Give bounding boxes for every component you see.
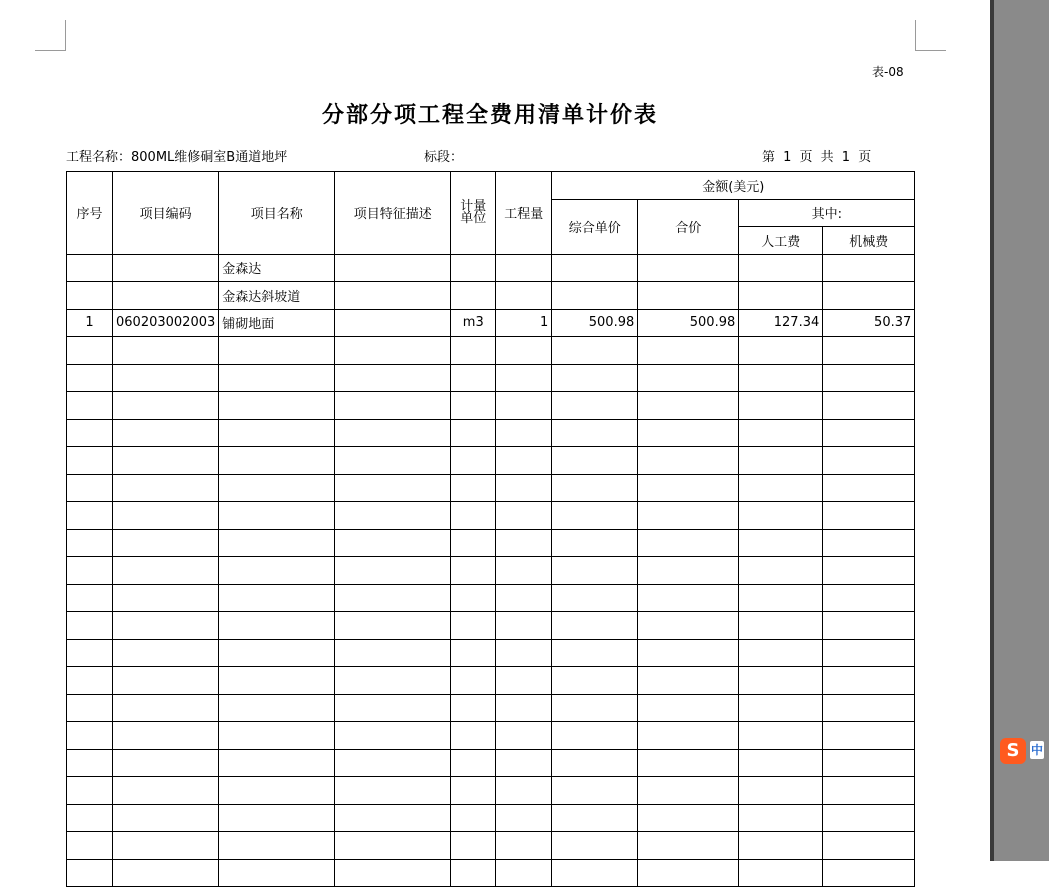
empty-cell	[335, 557, 451, 585]
empty-cell	[739, 474, 823, 502]
empty-cell	[113, 722, 219, 750]
cell-qty	[496, 282, 552, 310]
empty-cell	[113, 749, 219, 777]
ime-mode-icon[interactable]: 中	[1030, 743, 1043, 757]
empty-cell	[496, 502, 552, 530]
empty-cell	[451, 612, 496, 640]
table-row	[67, 309, 915, 337]
empty-row	[67, 502, 915, 530]
empty-cell	[451, 474, 496, 502]
empty-cell	[219, 667, 335, 695]
empty-cell	[67, 392, 113, 420]
empty-cell	[219, 694, 335, 722]
empty-cell	[552, 447, 638, 475]
empty-cell	[638, 419, 739, 447]
cell-labor	[739, 282, 823, 310]
empty-cell	[219, 859, 335, 887]
header-unit-price: 综合单价	[552, 199, 638, 254]
empty-cell	[219, 419, 335, 447]
empty-cell	[451, 832, 496, 860]
empty-cell	[335, 804, 451, 832]
empty-cell	[552, 722, 638, 750]
empty-cell	[113, 557, 219, 585]
empty-cell	[335, 502, 451, 530]
empty-cell	[67, 749, 113, 777]
empty-cell	[451, 804, 496, 832]
cell-qty: 1	[496, 309, 552, 337]
empty-cell	[335, 639, 451, 667]
header-machine: 机械费	[823, 227, 915, 255]
cell-code	[113, 254, 219, 282]
empty-cell	[739, 722, 823, 750]
empty-cell	[219, 529, 335, 557]
empty-cell	[496, 584, 552, 612]
empty-cell	[335, 667, 451, 695]
empty-cell	[67, 419, 113, 447]
empty-cell	[451, 557, 496, 585]
empty-cell	[638, 502, 739, 530]
empty-cell	[552, 474, 638, 502]
empty-cell	[739, 859, 823, 887]
empty-cell	[335, 612, 451, 640]
empty-cell	[451, 749, 496, 777]
empty-cell	[739, 337, 823, 365]
empty-cell	[451, 584, 496, 612]
empty-cell	[335, 337, 451, 365]
empty-row	[67, 557, 915, 585]
empty-cell	[823, 722, 915, 750]
table-row	[67, 254, 915, 282]
empty-cell	[552, 694, 638, 722]
empty-cell	[496, 694, 552, 722]
empty-cell	[335, 832, 451, 860]
empty-cell	[552, 529, 638, 557]
empty-cell	[219, 612, 335, 640]
cell-unit-price: 500.98	[552, 309, 638, 337]
empty-cell	[739, 694, 823, 722]
empty-cell	[67, 722, 113, 750]
cell-unit	[451, 282, 496, 310]
empty-cell	[113, 419, 219, 447]
cell-desc	[335, 282, 451, 310]
header-total: 合价	[638, 199, 739, 254]
cell-total: 500.98	[638, 309, 739, 337]
empty-cell	[496, 777, 552, 805]
table-row	[67, 282, 915, 310]
empty-cell	[552, 612, 638, 640]
empty-cell	[739, 667, 823, 695]
ime-logo-icon[interactable]: S	[1000, 738, 1026, 764]
empty-cell	[219, 777, 335, 805]
empty-cell	[219, 749, 335, 777]
empty-cell	[552, 639, 638, 667]
empty-cell	[113, 392, 219, 420]
header-qty: 工程量	[496, 172, 552, 255]
empty-cell	[823, 612, 915, 640]
cell-total	[638, 282, 739, 310]
empty-cell	[219, 584, 335, 612]
header-name: 项目名称	[219, 172, 335, 255]
empty-cell	[638, 749, 739, 777]
empty-cell	[113, 804, 219, 832]
empty-row	[67, 447, 915, 475]
empty-cell	[219, 639, 335, 667]
empty-cell	[451, 419, 496, 447]
empty-cell	[451, 667, 496, 695]
empty-cell	[739, 804, 823, 832]
empty-cell	[219, 474, 335, 502]
empty-cell	[823, 584, 915, 612]
empty-cell	[113, 859, 219, 887]
header-desc: 项目特征描述	[335, 172, 451, 255]
empty-cell	[113, 612, 219, 640]
crop-mark-right	[915, 20, 946, 51]
empty-cell	[739, 364, 823, 392]
empty-cell	[496, 529, 552, 557]
cell-unit-price	[552, 282, 638, 310]
cell-name: 金森达	[219, 254, 335, 282]
empty-row	[67, 832, 915, 860]
cell-unit-price	[552, 254, 638, 282]
empty-cell	[823, 502, 915, 530]
empty-cell	[552, 749, 638, 777]
empty-cell	[496, 474, 552, 502]
empty-cell	[638, 722, 739, 750]
empty-cell	[638, 584, 739, 612]
header-of-which: 其中:	[739, 199, 915, 227]
cell-machine	[823, 282, 915, 310]
empty-cell	[219, 804, 335, 832]
empty-cell	[552, 832, 638, 860]
empty-cell	[739, 612, 823, 640]
empty-cell	[823, 474, 915, 502]
cell-machine	[823, 254, 915, 282]
empty-cell	[496, 859, 552, 887]
empty-cell	[823, 557, 915, 585]
empty-cell	[552, 667, 638, 695]
empty-cell	[823, 777, 915, 805]
crop-mark-left	[35, 20, 66, 51]
empty-cell	[638, 777, 739, 805]
cell-code: 060203002003	[113, 309, 219, 337]
empty-cell	[552, 804, 638, 832]
empty-row	[67, 749, 915, 777]
empty-cell	[67, 364, 113, 392]
empty-cell	[67, 859, 113, 887]
empty-cell	[638, 612, 739, 640]
empty-cell	[823, 529, 915, 557]
empty-cell	[67, 777, 113, 805]
empty-cell	[335, 694, 451, 722]
header-unit-top: 计量	[460, 198, 487, 214]
empty-cell	[67, 557, 113, 585]
empty-cell	[552, 557, 638, 585]
empty-cell	[739, 502, 823, 530]
empty-cell	[552, 777, 638, 805]
empty-cell	[739, 584, 823, 612]
empty-cell	[739, 557, 823, 585]
empty-cell	[113, 447, 219, 475]
workspace-background	[994, 0, 1049, 861]
empty-cell	[451, 447, 496, 475]
empty-cell	[552, 584, 638, 612]
empty-cell	[638, 557, 739, 585]
empty-cell	[451, 392, 496, 420]
empty-cell	[219, 364, 335, 392]
empty-cell	[496, 392, 552, 420]
empty-cell	[552, 502, 638, 530]
page-gap	[980, 0, 990, 861]
empty-cell	[496, 667, 552, 695]
cell-desc	[335, 309, 451, 337]
empty-cell	[113, 529, 219, 557]
cell-machine: 50.37	[823, 309, 915, 337]
empty-cell	[638, 529, 739, 557]
ime-toolbar[interactable]	[1000, 738, 1043, 764]
empty-cell	[496, 749, 552, 777]
empty-cell	[67, 337, 113, 365]
empty-cell	[739, 419, 823, 447]
empty-cell	[823, 832, 915, 860]
header-seq: 序号	[67, 172, 113, 255]
empty-cell	[638, 694, 739, 722]
empty-cell	[67, 667, 113, 695]
empty-cell	[496, 447, 552, 475]
empty-cell	[552, 364, 638, 392]
section-label: 标段：	[424, 150, 464, 165]
empty-cell	[739, 529, 823, 557]
empty-cell	[335, 364, 451, 392]
empty-cell	[113, 832, 219, 860]
empty-cell	[496, 832, 552, 860]
empty-cell	[823, 447, 915, 475]
empty-cell	[219, 447, 335, 475]
empty-row	[67, 777, 915, 805]
empty-cell	[496, 557, 552, 585]
empty-cell	[451, 694, 496, 722]
cell-labor: 127.34	[739, 309, 823, 337]
empty-cell	[335, 777, 451, 805]
empty-row	[67, 584, 915, 612]
empty-cell	[739, 777, 823, 805]
cell-unit: m3	[451, 309, 496, 337]
empty-cell	[219, 502, 335, 530]
empty-cell	[496, 722, 552, 750]
empty-cell	[113, 474, 219, 502]
empty-cell	[739, 392, 823, 420]
empty-cell	[219, 722, 335, 750]
empty-cell	[638, 832, 739, 860]
empty-cell	[451, 722, 496, 750]
form-number: 表-08	[872, 65, 904, 79]
empty-cell	[335, 584, 451, 612]
empty-cell	[67, 584, 113, 612]
empty-cell	[219, 337, 335, 365]
empty-row	[67, 804, 915, 832]
empty-cell	[638, 859, 739, 887]
header-code: 项目编码	[113, 172, 219, 255]
empty-cell	[823, 337, 915, 365]
cell-desc	[335, 254, 451, 282]
empty-cell	[496, 419, 552, 447]
empty-row	[67, 667, 915, 695]
empty-cell	[552, 337, 638, 365]
empty-cell	[823, 804, 915, 832]
empty-cell	[552, 859, 638, 887]
cell-code	[113, 282, 219, 310]
cell-seq: 1	[67, 309, 113, 337]
empty-cell	[496, 804, 552, 832]
empty-cell	[638, 337, 739, 365]
empty-cell	[638, 639, 739, 667]
empty-cell	[113, 639, 219, 667]
empty-cell	[451, 859, 496, 887]
empty-cell	[451, 364, 496, 392]
empty-cell	[335, 392, 451, 420]
cell-qty	[496, 254, 552, 282]
empty-row	[67, 392, 915, 420]
empty-cell	[113, 502, 219, 530]
empty-cell	[113, 694, 219, 722]
empty-cell	[113, 667, 219, 695]
pricing-table	[66, 171, 915, 887]
empty-cell	[113, 364, 219, 392]
page-title: 分部分项工程全费用清单计价表	[321, 102, 658, 128]
cell-unit	[451, 254, 496, 282]
empty-cell	[552, 419, 638, 447]
empty-cell	[67, 612, 113, 640]
cell-name: 铺砌地面	[219, 309, 335, 337]
empty-cell	[823, 694, 915, 722]
empty-cell	[451, 337, 496, 365]
empty-cell	[451, 777, 496, 805]
empty-cell	[739, 832, 823, 860]
empty-cell	[67, 529, 113, 557]
empty-cell	[823, 392, 915, 420]
empty-cell	[638, 667, 739, 695]
empty-cell	[219, 392, 335, 420]
empty-cell	[219, 832, 335, 860]
cell-labor	[739, 254, 823, 282]
project-name: 工程名称：800ML维修硐室B通道地坪	[66, 150, 288, 165]
empty-cell	[638, 804, 739, 832]
empty-cell	[638, 474, 739, 502]
empty-cell	[496, 337, 552, 365]
empty-row	[67, 694, 915, 722]
empty-cell	[823, 364, 915, 392]
empty-cell	[496, 364, 552, 392]
empty-cell	[552, 392, 638, 420]
empty-row	[67, 612, 915, 640]
empty-cell	[739, 749, 823, 777]
header-labor: 人工费	[739, 227, 823, 255]
empty-cell	[335, 749, 451, 777]
empty-cell	[823, 749, 915, 777]
cell-seq	[67, 282, 113, 310]
empty-row	[67, 474, 915, 502]
cell-name: 金森达斜坡道	[219, 282, 335, 310]
empty-row	[67, 722, 915, 750]
header-amount: 金额(美元)	[552, 172, 915, 200]
empty-row	[67, 859, 915, 887]
empty-cell	[113, 337, 219, 365]
empty-cell	[67, 502, 113, 530]
empty-cell	[67, 832, 113, 860]
empty-cell	[638, 447, 739, 475]
empty-cell	[335, 722, 451, 750]
header-unit	[451, 172, 496, 255]
empty-cell	[219, 557, 335, 585]
empty-cell	[638, 392, 739, 420]
empty-cell	[739, 639, 823, 667]
empty-cell	[823, 419, 915, 447]
empty-cell	[113, 777, 219, 805]
empty-cell	[496, 639, 552, 667]
empty-cell	[823, 859, 915, 887]
empty-cell	[335, 859, 451, 887]
empty-cell	[823, 639, 915, 667]
empty-cell	[67, 804, 113, 832]
blank-rows	[67, 337, 915, 887]
empty-cell	[739, 447, 823, 475]
page-info: 第 1 页 共 1 页	[762, 150, 874, 165]
empty-cell	[451, 639, 496, 667]
empty-cell	[451, 529, 496, 557]
empty-cell	[67, 639, 113, 667]
empty-row	[67, 337, 915, 365]
empty-row	[67, 529, 915, 557]
empty-cell	[335, 474, 451, 502]
empty-row	[67, 364, 915, 392]
empty-cell	[638, 364, 739, 392]
empty-row	[67, 639, 915, 667]
empty-cell	[113, 584, 219, 612]
empty-cell	[335, 447, 451, 475]
empty-cell	[67, 474, 113, 502]
cell-total	[638, 254, 739, 282]
cell-seq	[67, 254, 113, 282]
empty-cell	[823, 667, 915, 695]
empty-cell	[451, 502, 496, 530]
empty-cell	[496, 612, 552, 640]
empty-cell	[335, 419, 451, 447]
empty-cell	[67, 447, 113, 475]
header-unit-bottom: 单位	[460, 210, 487, 226]
empty-cell	[67, 694, 113, 722]
empty-cell	[335, 529, 451, 557]
empty-row	[67, 419, 915, 447]
